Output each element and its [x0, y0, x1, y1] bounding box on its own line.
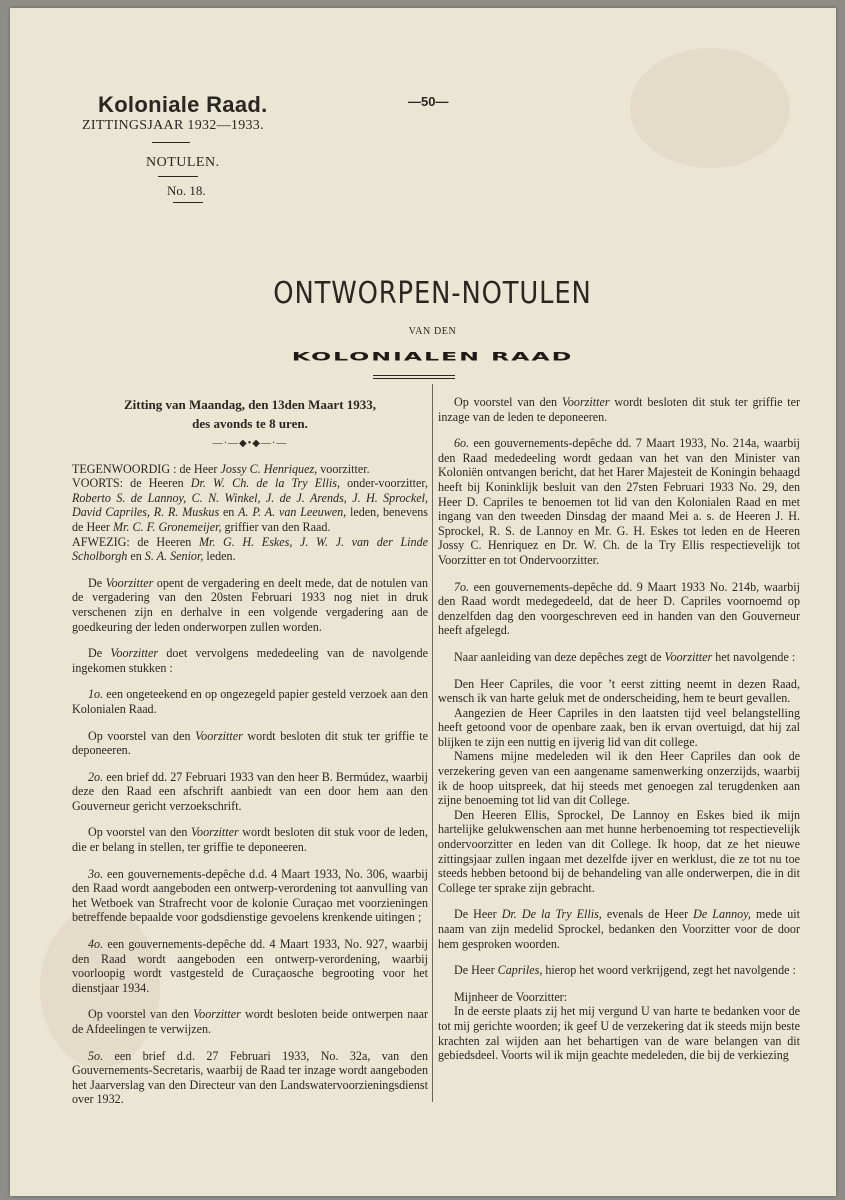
- paragraph: In de eerste plaats zij het mij vergund U van harte te bedanken voor de tot mij gerichte woorden; ik geef U de verzekering dat ik steeds mijn beste krachten zal wijden aan het behartigen van de ware belangen van dit gebiedsdeel. Voorts wil ik mijn geachte medeleden, die bij de verkiezing: [438, 1004, 800, 1063]
- paragraph: Den Heer Capriles, die voor ’t eerst zitting neemt in dezen Raad, wensch ik van harte geluk met de onderscheiding, hem te beurt gevallen.: [438, 676, 800, 706]
- paragraph: De Voorzitter doet vervolgens mededeeling van de navolgende ingekomen stukken :: [72, 646, 428, 675]
- paragraph: Op voorstel van den Voorzitter wordt besloten dit stuk ter griffie ter inzage van de leden te deponeeren.: [438, 395, 800, 424]
- header-rule: [173, 202, 203, 203]
- main-title: ONTWORPEN-NOTULEN: [273, 276, 592, 311]
- paragraph: Op voorstel van den Voorzitter wordt besloten dit stuk voor de leden, die er belang in stellen, ter griffie te deponeeren.: [72, 825, 428, 855]
- ornament-divider: —·—◆•◆—·—: [212, 438, 288, 449]
- page-number: —50—: [408, 94, 449, 109]
- right-column: [438, 395, 800, 1063]
- council-banner: KOLONIALEN RAAD: [291, 350, 574, 364]
- paragraph: Mijnheer de Voorzitter:: [454, 989, 568, 1004]
- session-heading: Zitting van Maandag, den 13den Maart 1933, des avonds te 8 uren.: [123, 397, 377, 431]
- paragraph: Aangezien de Heer Capriles in den laatsten tijd veel belangstelling heeft getoond voor de openbare zaak, ben ik ervan overtuigd, dat hij zal blijken te zijn een nuttig en ijverig lid van dit college.: [438, 705, 800, 749]
- paragraph: 4o. een gouvernements-depêche dd. 4 Maart 1933, No. 927, waarbij den Raad wordt aangeboden een ontwerp-verordening, waarbij voorloopig wordt vastgesteld de Curaçaosche begrooting voor het dienstjaar 1934.: [72, 937, 428, 995]
- paragraph: 2o. een brief dd. 27 Februari 1933 van den heer B. Bermúdez, waarbij deze den Raad een afschrift aanbiedt van een door hem aan den Gouverneur gericht verzoekschrift.: [72, 769, 428, 813]
- paragraph: Op voorstel van den Voorzitter wordt besloten dit stuk ter griffie te deponeeren.: [72, 728, 429, 758]
- header-number: No. 18.: [167, 183, 206, 198]
- paragraph: 1o. een ongeteekend en op ongezegeld papier gesteld verzoek aan den Kolonialen Raad.: [72, 687, 428, 716]
- paragraph: 3o. een gouvernements-depêche d.d. 4 Maart 1933, No. 306, waarbij den Raad wordt aangeboden een ontwerp-verordening tot aanvulling van het Wetboek van Strafrecht voor de kolonie Curaçao met voorzieningen betreffende bepaalde voor godsdienstige gevoelens krenkende uitingen ;: [72, 866, 428, 925]
- attendance-absent: AFWEZIG: de Heeren Mr. G. H. Eskes, J. W. J. van der Linde Scholborgh en S. A. Senior, leden.: [72, 534, 428, 564]
- header-rule: [158, 176, 198, 177]
- paragraph: 5o. een brief d.d. 27 Februari 1933, No. 32a, van den Gouvernements-Secretaris, waarbij de Raad ter inzage wordt aangeboden het Jaarverslag van den Directeur van den Landswatervoorzieningsdienst over 1932.: [72, 1048, 428, 1107]
- banner-rule: [373, 378, 455, 379]
- header-rule: [152, 142, 190, 143]
- paragraph: De Heer Capriles, hierop het woord verkrijgend, zegt het navolgende :: [454, 963, 796, 978]
- banner-rule: [373, 375, 455, 376]
- left-column: [72, 395, 428, 1119]
- paragraph: De Heer Dr. De la Try Ellis, evenals de Heer De Lannoy, mede uit naam van zijn medelid Sprockel, bedanken den Voorzitter voor de door hem gesproken woorden.: [438, 907, 800, 951]
- paragraph: De Voorzitter opent de vergadering en deelt mede, dat de notulen van de vergadering van den 20sten Februari 1933 nog niet in druk verschenen zijn en derhalve in een volgende vergadering aan de goedkeuring der leden onderworpen zullen worden.: [72, 575, 429, 634]
- paragraph: 6o. een gouvernements-depêche dd. 7 Maart 1933, No. 214a, waarbij den Raad mededeeling wordt gedaan van het van den Minister van Koloniën ontvangen bericht, dat het Harer Majesteit de Koningin behaagd heeft bij Koninklijk besluit van den 27sten Februari 1933 No. 29, den Heer D. Capriles te benoemen tot lid van den Kolonialen Raad en met ingang van den tweeden Dinsdag der maand Mei a. s. de Heeren J. H. Sprockel, R. S. de Lannoy en Mr. G. H. Eskes tot leden en de Heeren Jossy C. Henriquez en Dr. W. Ch. de la Try Ellis respectievelijk tot Voorzitter en tot Ondervoorzitter.: [438, 436, 800, 567]
- paragraph: Den Heeren Ellis, Sprockel, De Lannoy en Eskes bied ik mijn hartelijke gelukwenschen aan met hunne herbenoeming tot respectievelijk ondervoorzitter en leden van dit College. Ik hoop, dat ze het nieuwe zittingsjaar zullen ingaan met dezelfde ijver en werklust, die ze tot nu toe steeds hebben betoond bij de behandeling van alle onderwerpen, die in dit College ter sprake zijn gebracht.: [438, 807, 800, 895]
- paragraph: Naar aanleiding van deze depêches zegt de Voorzitter het navolgende :: [454, 649, 796, 664]
- subtitle: VAN DEN: [408, 326, 457, 337]
- document-page: [10, 8, 836, 1196]
- column-divider: [432, 384, 433, 1102]
- paragraph: Op voorstel van den Voorzitter wordt besloten beide ontwerpen naar de Afdeelingen te verwijzen.: [72, 1007, 428, 1036]
- attendance-present: TEGENWOORDIG : de Heer Jossy C. Henriquez, voorzitter. VOORTS: de Heeren Dr. W. Ch. de la Try Ellis, onder-voorzitter, Roberto S. de Lannoy, C. N. Winkel, J. de J. Arends, J. H. Sprockel, David Capriles, R. R. Muskus en A. P. A. van Leeuwen, leden, benevens de Heer Mr. C. F. Gronemeijer, griffier van den Raad.: [72, 461, 428, 534]
- header-section: NOTULEN.: [146, 155, 220, 170]
- header-session-year: ZITTINGSJAAR 1932—1933.: [82, 118, 264, 133]
- paragraph: 7o. een gouvernements-depêche dd. 9 Maart 1933 No. 214b, waarbij den Raad wordt medegedeeld, dat de heer D. Capriles voornoemd op denzelfden dag den voorgeschreven eed in handen van den Gouverneur heeft afgelegd.: [438, 579, 800, 638]
- paragraph: Namens mijne medeleden wil ik den Heer Capriles dan ook de verzekering geven van een aangename samenwerking onzerzijds, waarbij ik de hoop uitspreek, dat hij steeds met genoegen zal terugdenken aan zijne benoeming tot lid van dit College.: [438, 749, 800, 808]
- header-title: Koloniale Raad.: [98, 92, 268, 117]
